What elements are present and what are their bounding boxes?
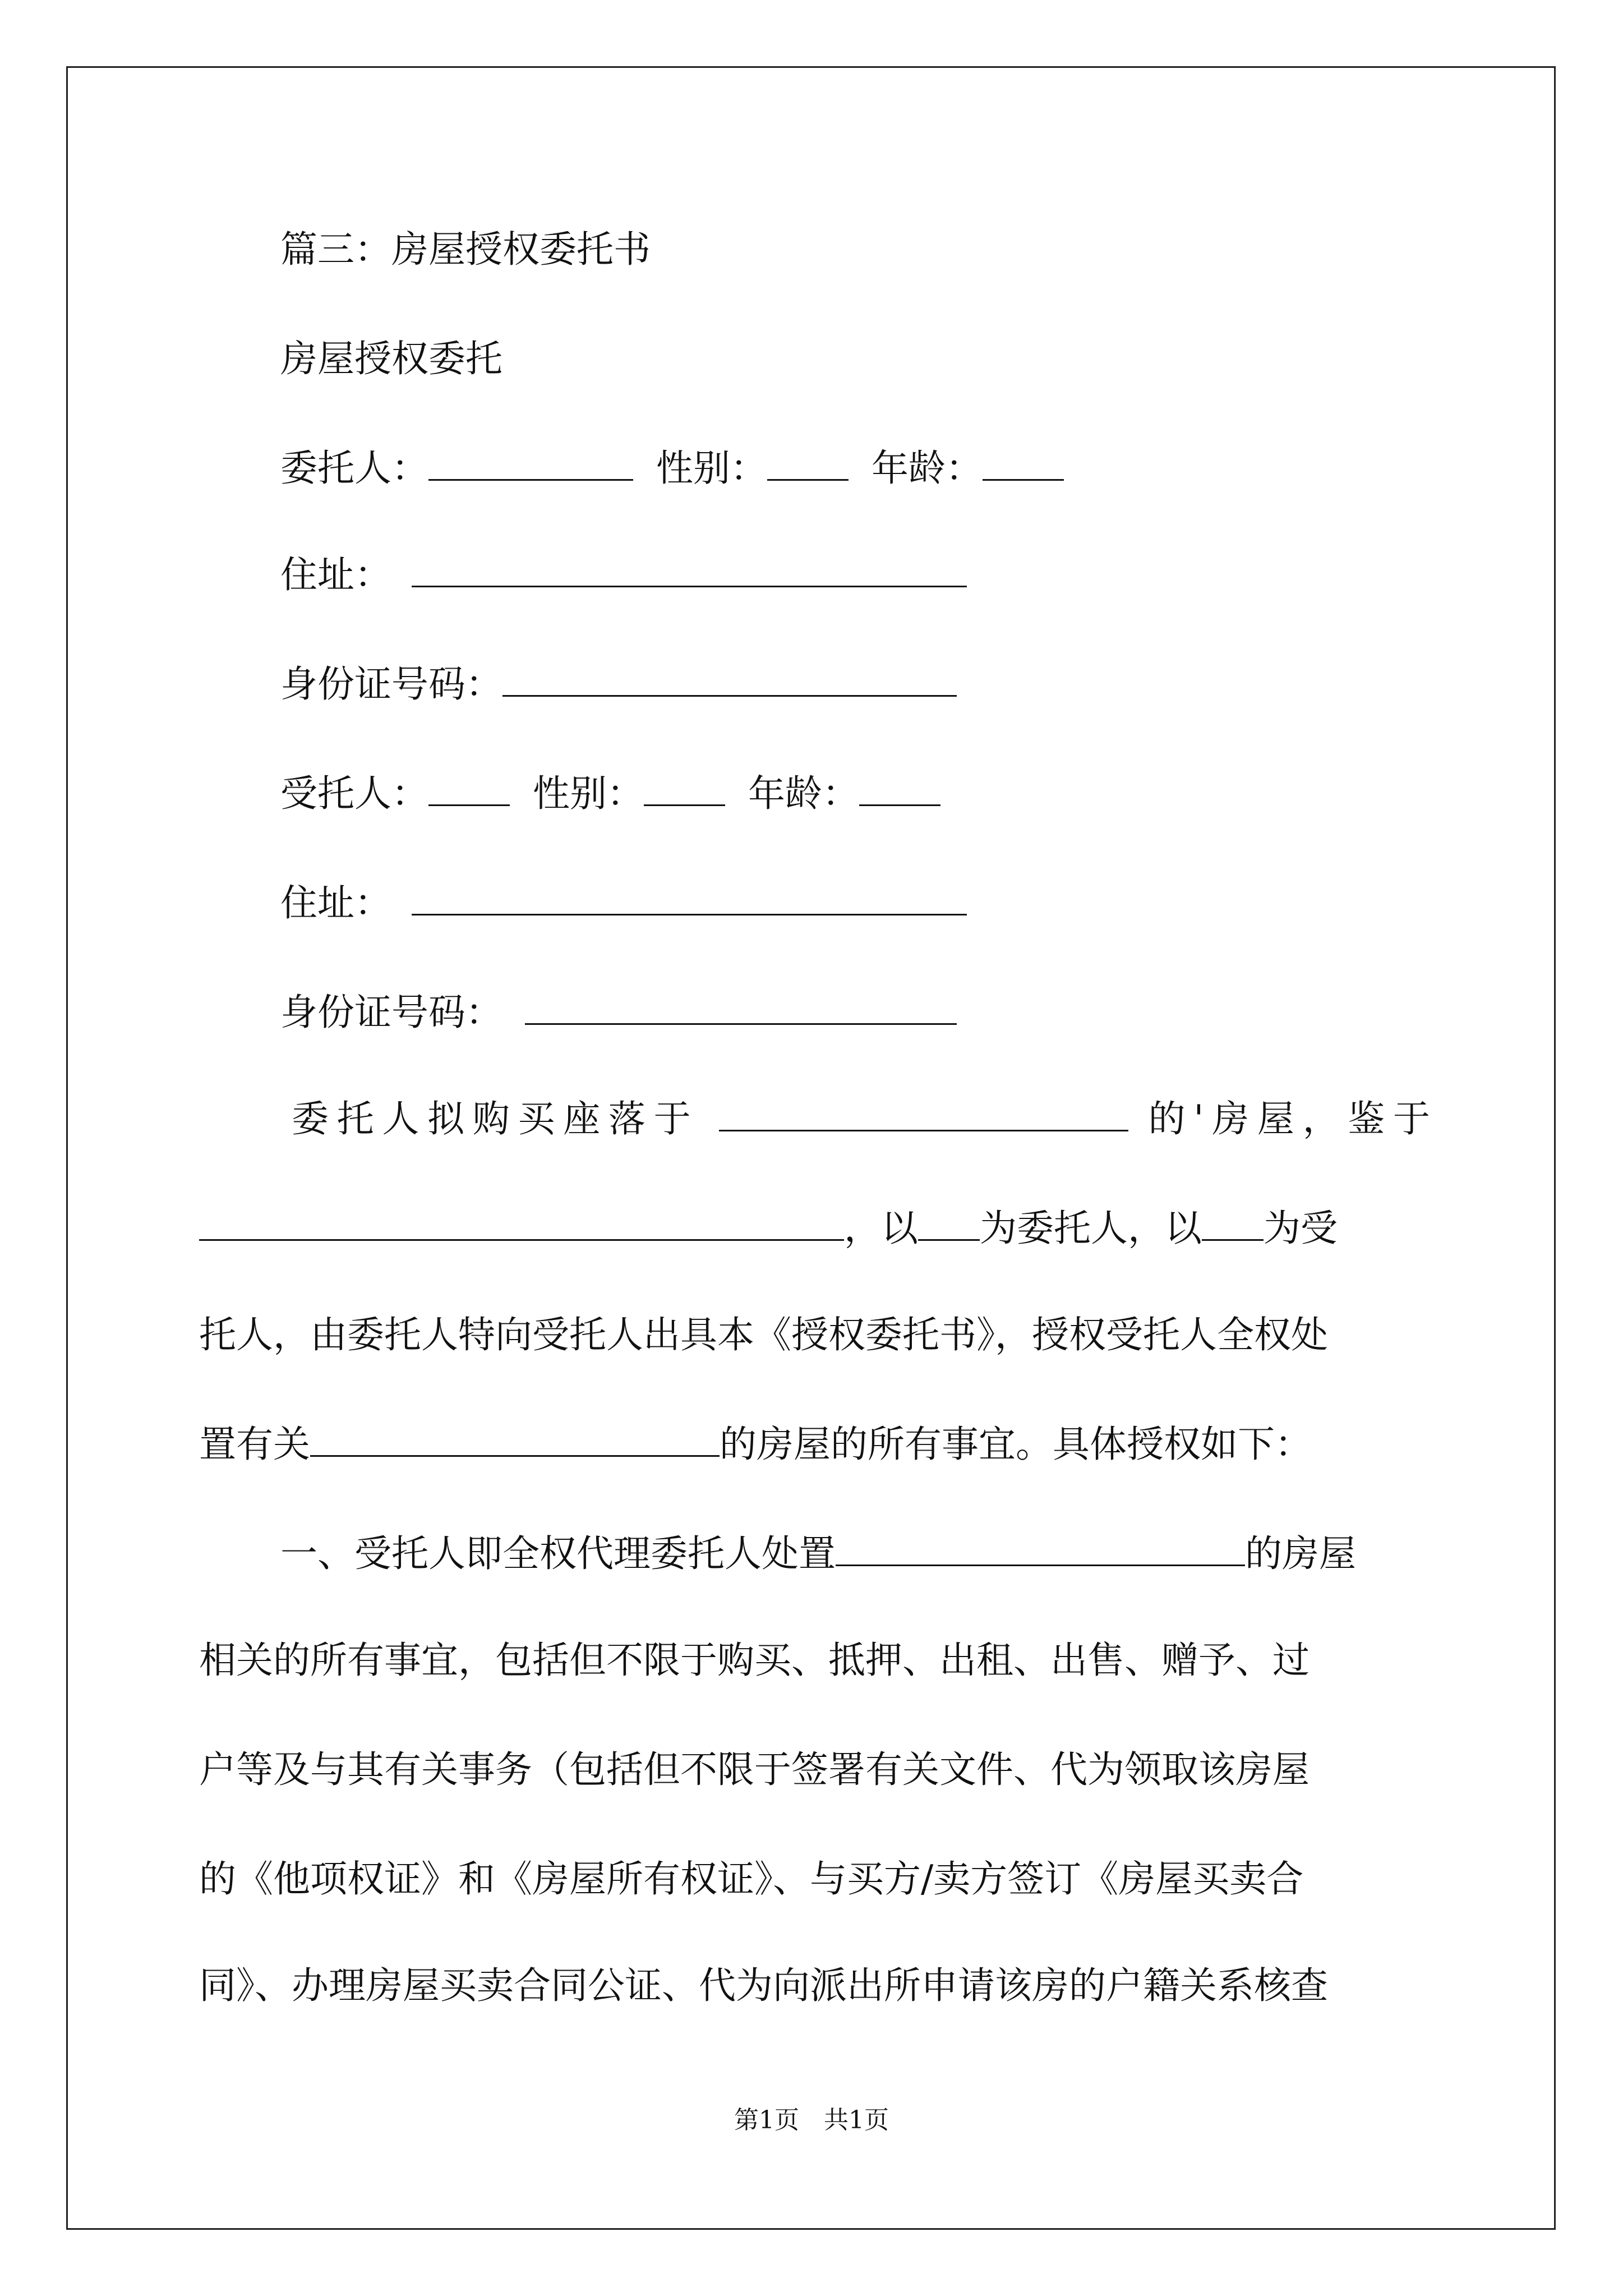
agent-name-blank[interactable] [428,772,510,806]
para2-text-1a: 一、受托人即全权代理委托人处置 [280,1532,836,1575]
principal-ref-blank[interactable] [918,1207,980,1241]
property-location-blank[interactable] [719,1097,1128,1131]
paragraph-2-line-2 [199,1638,1310,1683]
paragraph-1-line-3 [199,1313,1328,1358]
agent-id-blank[interactable] [525,991,957,1025]
agent-name-label: 受托人： [280,772,428,815]
agent-gender-blank[interactable] [644,772,725,806]
principal-address-blank[interactable] [412,553,967,587]
para1-text-2b: 为委托人，以 [980,1207,1202,1250]
para1-text-1b: 的'房屋，鉴于 [1148,1097,1431,1140]
principal-address-label: 住址： [280,553,391,596]
agent-ref-blank[interactable] [1202,1207,1264,1241]
principal-name-blank[interactable] [428,447,633,481]
para2-text-1b: 的房屋 [1245,1532,1356,1575]
para2-text-5: 同》、办理房屋买卖合同公证、代为向派出所申请该房的户籍关系核查 [199,1964,1328,2007]
principal-name-label: 委托人： [280,447,428,490]
agent-address-line [280,881,967,926]
paragraph-2-line-3 [199,1747,1310,1792]
document-subheading [280,337,502,381]
para2-text-2: 相关的所有事宜，包括但不限于购买、抵押、出租、出售、赠予、过 [199,1639,1310,1682]
agent-age-blank[interactable] [859,772,940,806]
para2-text-4: 的《他项权证》和《房屋所有权证》、与买方/卖方签订《房屋买卖合 [199,1857,1304,1901]
page-border [66,66,1556,2230]
principal-id-line [280,662,957,707]
document-heading [280,227,651,272]
agent-info-line [280,771,940,816]
page-number: 第1页 共1页 [734,2106,889,2134]
para2-text-3: 户等及与其有关事务（包括但不限于签署有关文件、代为领取该房屋 [199,1748,1310,1791]
paragraph-2-line-1 [280,1531,1356,1576]
agent-address-blank[interactable] [412,881,967,915]
para1-text-4b: 的房屋的所有事宜。具体授权如下： [720,1423,1312,1466]
para1-text-2c: 为受 [1264,1207,1338,1250]
agent-gender-label: 性别： [532,772,644,815]
paragraph-2-line-4 [199,1857,1303,1902]
principal-gender-blank[interactable] [767,447,849,481]
principal-id-label: 身份证号码： [280,662,502,706]
principal-address-line [280,553,967,597]
agent-address-label: 住址： [280,881,391,924]
principal-gender-label: 性别： [656,447,767,490]
agent-id-label: 身份证号码： [280,991,502,1034]
page-footer [0,2105,1623,2136]
paragraph-1-line-2 [199,1206,1338,1251]
agent-age-label: 年龄： [748,772,859,815]
principal-age-label: 年龄： [871,447,983,490]
paragraph-1-line-4 [199,1422,1312,1467]
property-dispose-blank[interactable] [836,1532,1245,1566]
paragraph-2-line-5 [199,1963,1328,2008]
para1-text-1a: 委托人拟购买座落于 [292,1097,699,1140]
para1-text-3: 托人，由委托人特向受托人出具本《授权委托书》，授权受托人全权处 [199,1313,1328,1356]
para1-text-4a: 置有关 [199,1423,310,1466]
paragraph-1-line-1 [292,1097,1430,1142]
para1-text-2a: ，以 [844,1207,918,1250]
reason-blank[interactable] [199,1207,844,1241]
subheading-text: 房屋授权委托 [280,337,502,380]
heading-text: 篇三：房屋授权委托书 [280,228,651,271]
agent-id-line [280,990,957,1035]
principal-id-blank[interactable] [502,662,957,697]
property-ref-blank[interactable] [310,1423,720,1457]
principal-info-line [280,446,1064,491]
principal-age-blank[interactable] [983,447,1064,481]
